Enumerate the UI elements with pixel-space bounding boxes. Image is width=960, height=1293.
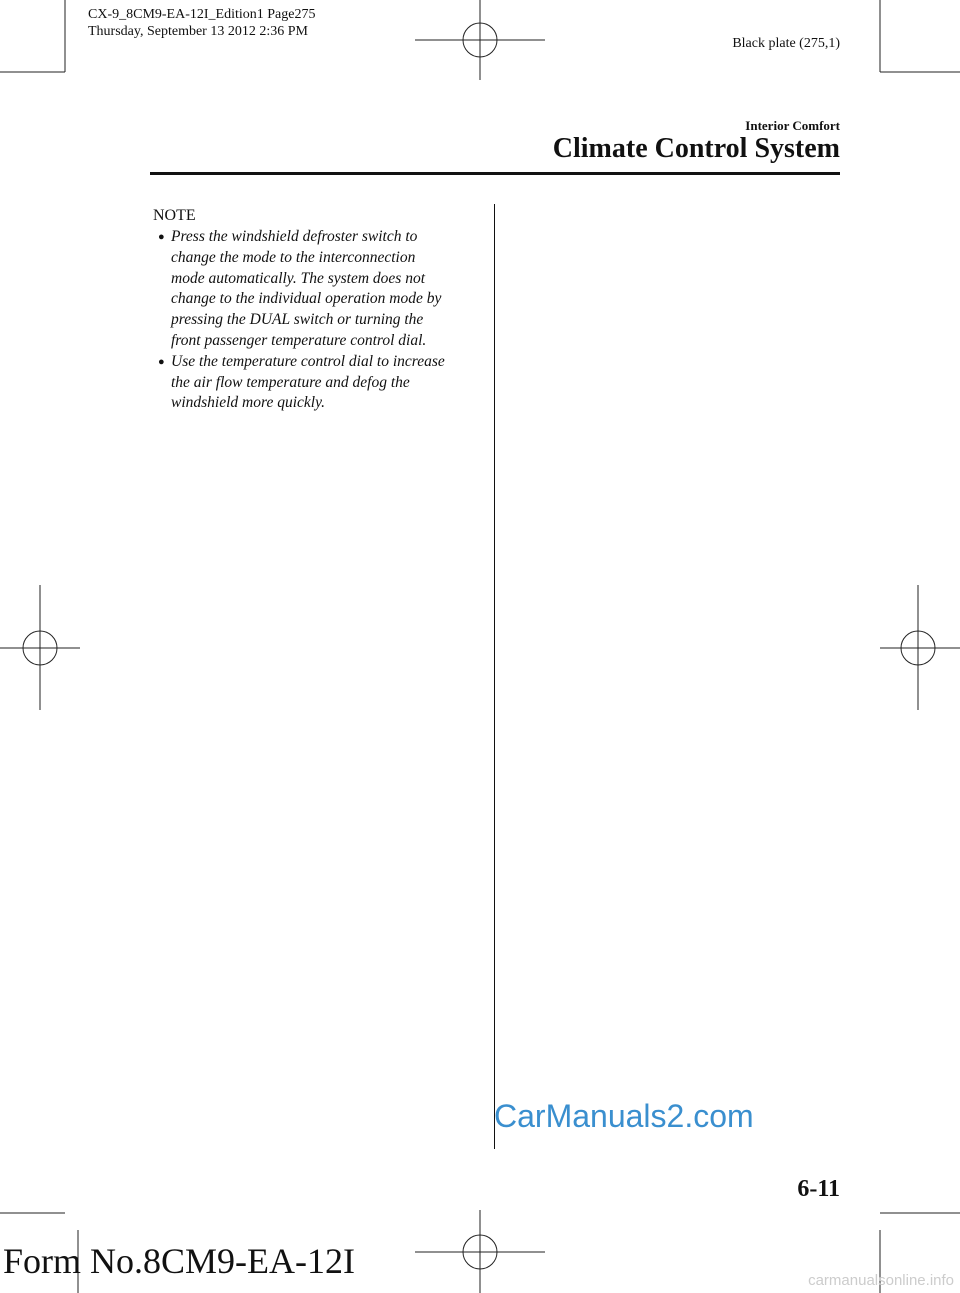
note-item-line: Press the windshield defroster switch to [171,228,418,245]
section-label: Interior Comfort [745,118,840,133]
note-item-line: mode automatically. The system does not [171,269,425,287]
plate-label: Black plate (275,1) [732,36,840,51]
watermark-logo[interactable]: CarManuals2.com [494,1098,754,1134]
note-item-line: pressing the DUAL switch or turning the [171,311,424,329]
note-block [150,207,480,414]
page-title: Climate Control System [552,133,840,164]
bullet-icon: ● [158,231,165,243]
note-heading: NOTE [153,207,196,224]
column-divider [494,204,495,1149]
note-item-line: front passenger temperature control dial. [171,331,427,349]
note-item-line: change to the individual operation mode by [171,290,442,308]
print-job-info [88,6,315,40]
note-item-line: change the mode to the interconnection [171,248,416,266]
print-job-filename: CX-9_8CM9-EA-12I_Edition1 Page275 [88,7,316,22]
site-watermark-link[interactable]: carmanualsonline.info [808,1272,954,1289]
title-divider [150,172,840,175]
note-item [150,227,480,352]
page-number: 6-11 [797,1176,840,1202]
bullet-icon: ● [158,355,165,368]
note-item-line: the air flow temperature and defog the [171,373,410,391]
note-item [150,352,480,414]
note-item-line: Use the temperature control dial to increase [171,352,445,370]
print-job-timestamp: Thursday, September 13 2012 2:36 PM [88,24,308,39]
form-number: Form No.8CM9-EA-12I [3,1241,355,1281]
note-item-line: windshield more quickly. [171,394,325,412]
